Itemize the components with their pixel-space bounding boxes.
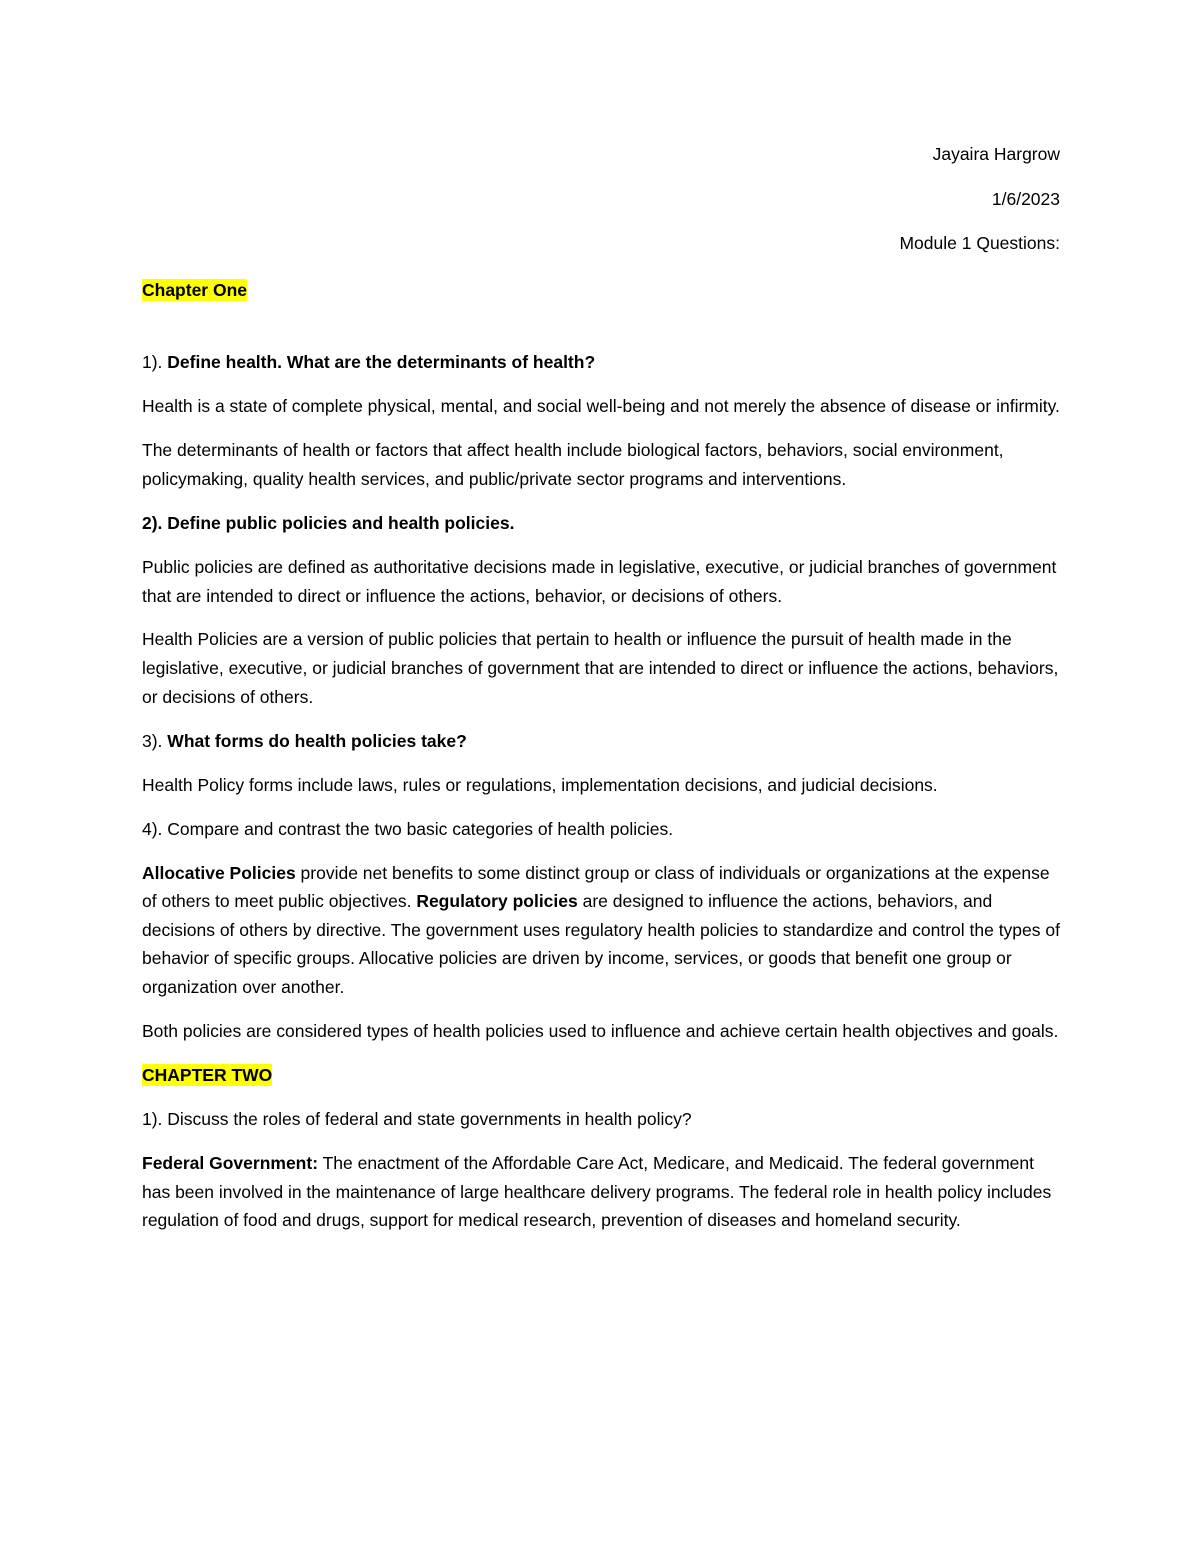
ch1-q4-answer-2: Both policies are considered types of health policies used to influence and achieve certain health objectives and goals. bbox=[142, 1020, 1059, 1041]
ch1-q1-answer-2: The determinants of health or factors that affect health include biological factors, behaviors, social environment, policymaking, quality health services, and public/private sector programs and interventions. bbox=[142, 440, 1004, 489]
chapter-two-heading: CHAPTER TWO bbox=[142, 1064, 273, 1085]
ch1-q1-answer-1: Health is a state of complete physical, mental, and social well-being and not merely the absence of disease or infirmity. bbox=[142, 396, 1060, 417]
document-body bbox=[142, 140, 1060, 1250]
author-name: Jayaira Hargrow bbox=[932, 144, 1060, 164]
chapter-one-heading: Chapter One bbox=[142, 279, 248, 300]
chapter-two-heading-line bbox=[142, 1061, 1060, 1090]
ch1-q1-question-text: Define health. What are the determinants of health? bbox=[167, 352, 596, 373]
ch2-q1-question: 1). Discuss the roles of federal and state governments in health policy? bbox=[142, 1108, 692, 1129]
ch1-q2-answer-1: Public policies are defined as authoritative decisions made in legislative, executive, or judicial branches of government that are intended to direct or influence the actions, behavior, or decisions of others. bbox=[142, 556, 1057, 606]
ch1-q4-answer-1 bbox=[142, 859, 1060, 1002]
ch1-q3-answer: Health Policy forms include laws, rules or regulations, implementation decisions, and judicial decisions. bbox=[142, 774, 938, 795]
regulatory-policies-label: Regulatory policies bbox=[416, 891, 578, 912]
ch1-q1-question bbox=[142, 348, 1060, 377]
chapter-one-heading-line bbox=[142, 276, 1060, 305]
federal-government-label: Federal Government: bbox=[142, 1152, 319, 1173]
ch1-q1-number: 1). bbox=[142, 352, 168, 373]
ch1-q2-answer-2: Health Policies are a version of public policies that pertain to health or influence the pursuit of health made in the legislative, executive, or judicial branches of government that are intended to direct or influence the actions, behaviors, or decisions of others. bbox=[142, 629, 1059, 707]
ch1-q2-question bbox=[142, 509, 1060, 538]
document-date: 1/6/2023 bbox=[991, 188, 1060, 209]
federal-government-text: The enactment of the Affordable Care Act, Medicare, and Medicaid. The federal government has been involved in the maintenance of large healthcare delivery programs. The federal role in health policy includes regulation of food and drugs, support for medical research, prevention of diseases and homeland security. bbox=[142, 1152, 1052, 1231]
ch1-q3-question bbox=[142, 727, 1060, 756]
allocative-policies-label: Allocative Policies bbox=[142, 862, 296, 883]
document-title: Module 1 Questions: bbox=[899, 233, 1060, 254]
ch1-q3-question-text: What forms do health policies take? bbox=[167, 730, 467, 751]
regulatory-policies-text: are designed to influence the actions, behaviors, and decisions of others by directive. The government uses regulatory health policies to standardize and control the types of behavior of specific groups. Allocative policies are driven by income, services, or goods that benefit one group or organization over another. bbox=[142, 891, 1060, 997]
allocative-policies-text: provide net benefits to some distinct group or class of individuals or organizations at the expense of others to meet public objectives. bbox=[142, 862, 1050, 912]
ch2-q1-answer bbox=[142, 1149, 1060, 1235]
ch1-q2-question-text: 2). Define public policies and health policies. bbox=[142, 512, 515, 533]
ch1-q4-question: 4). Compare and contrast the two basic categories of health policies. bbox=[142, 818, 674, 839]
ch1-q3-number: 3). bbox=[142, 730, 168, 751]
